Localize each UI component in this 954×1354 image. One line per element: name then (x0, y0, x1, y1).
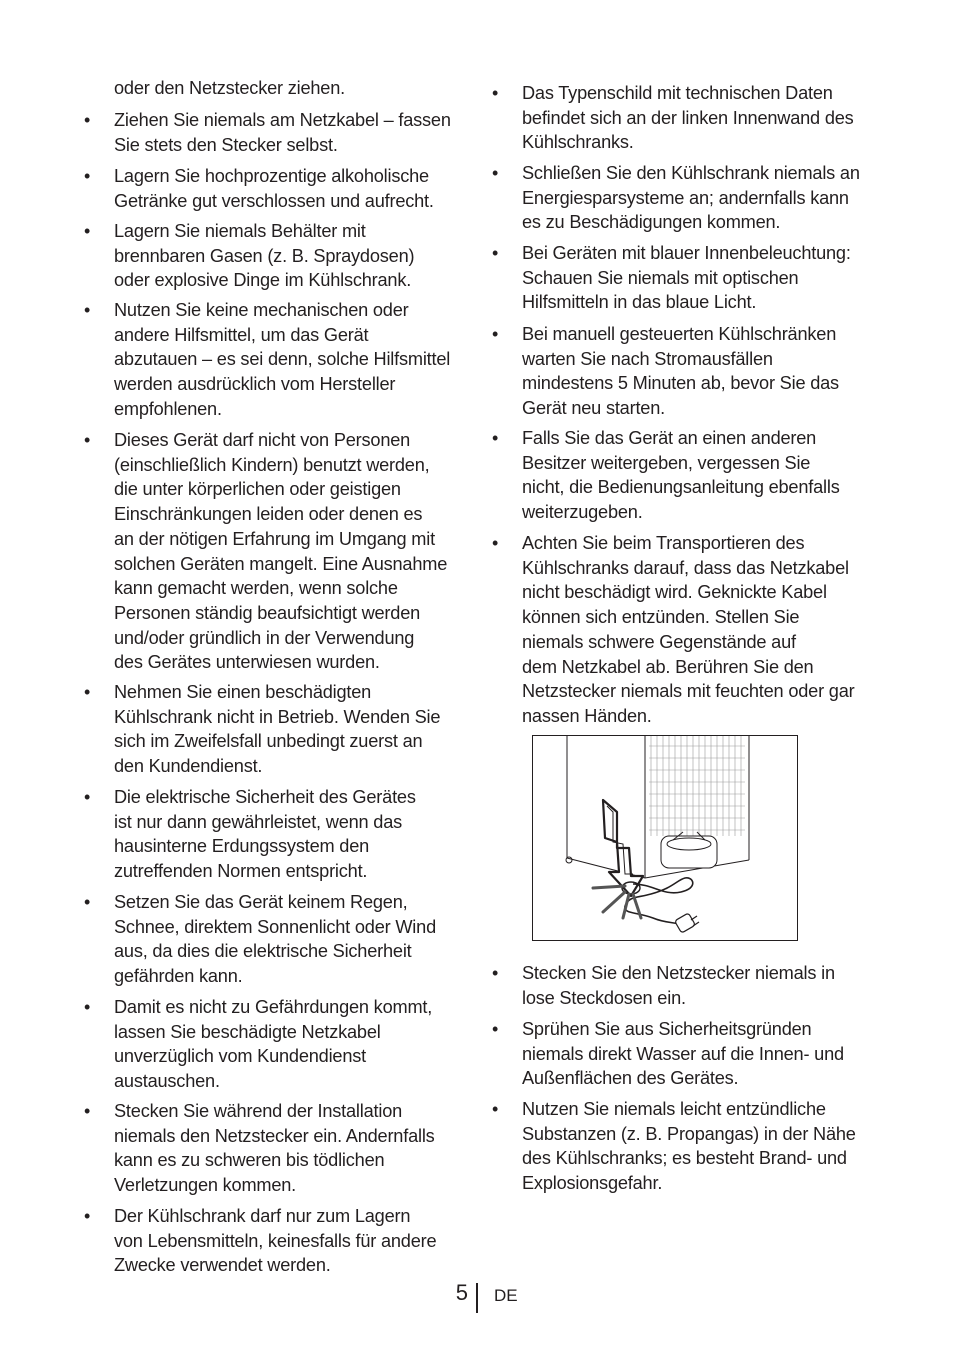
text-line: hausinterne Erdungssystem den (114, 836, 370, 857)
bullet-text (114, 108, 466, 157)
text-line: Getränke gut verschlossen und aufrecht. (114, 190, 434, 211)
page-number: 5 (455, 1280, 468, 1305)
bullet-marker: • (492, 163, 499, 183)
text-line: Netzstecker niemals mit feuchten oder gar (522, 681, 855, 702)
text-line: Außenflächen des Gerätes. (522, 1068, 739, 1089)
power-plug-icon (675, 913, 699, 933)
text-line: brennbaren Gasen (z. B. Spraydosen) (114, 245, 415, 266)
text-line: Kühlschranks darauf, dass das Netzkabel (522, 557, 849, 578)
bullet-marker: • (492, 428, 499, 448)
text-line: Substanzen (z. B. Propangas) in der Nähe (522, 1123, 856, 1144)
text-line: lassen Sie beschädigte Netzkabel (114, 1021, 381, 1042)
text-line: befindet sich an der linken Innenwand des (522, 107, 854, 128)
text-line: Besitzer weitergeben, vergessen Sie (522, 452, 811, 473)
bullet-text (114, 1204, 466, 1278)
text-line: solchen Geräten mangelt. Eine Ausnahme (114, 553, 448, 574)
text-line: Nutzen Sie keine mechanischen oder (114, 300, 409, 320)
text-line: nassen Händen. (522, 705, 652, 726)
bullet-marker: • (84, 997, 91, 1017)
text-line: Explosionsgefahr. (522, 1173, 663, 1194)
text-line: abzutauen – es sei denn, solche Hilfsmittel (114, 349, 451, 370)
bullet-marker: • (492, 324, 499, 344)
text-line: lose Steckdosen ein. (522, 987, 686, 1008)
text-line: an der nötigen Erfahrung im Umgang mit (114, 528, 435, 549)
text-line: unverzüglich vom Kundendienst (114, 1046, 367, 1067)
text-line: Kühlschranks. (522, 132, 634, 153)
bullet-marker: • (492, 83, 499, 103)
text-line: oder explosive Dinge im Kühlschrank. (114, 270, 412, 291)
text-line: Schließen Sie den Kühlschrank niemals an (522, 163, 860, 183)
text-line: gefährden kann. (114, 966, 243, 987)
text-line: (einschließlich Kindern) benutzt werden, (114, 454, 430, 475)
text-line: die unter körperlichen oder geistigen (114, 479, 401, 500)
text-line: des Gerätes unterwiesen wurden. (114, 652, 380, 673)
fridge-cable-drawing (533, 736, 796, 939)
text-line: andere Hilfsmittel, um das Gerät (114, 324, 369, 345)
compressor (661, 832, 717, 868)
text-line: können sich entzünden. Stellen Sie (522, 607, 800, 628)
bullet-text (522, 1097, 884, 1196)
bullet-marker: • (84, 892, 91, 912)
bullet-text (522, 426, 884, 525)
bullet-marker: • (84, 787, 91, 807)
text-line: und/oder gründlich in der Verwendung (114, 627, 415, 648)
text-line: ist nur dann gewährleistet, wenn das (114, 811, 403, 832)
bullet-marker: • (84, 682, 91, 702)
bullet-text (114, 995, 466, 1094)
bullet-text (114, 164, 466, 213)
text-line: Achten Sie beim Transportieren des (522, 533, 805, 553)
text-line: Der Kühlschrank darf nur zum Lagern (114, 1206, 411, 1226)
text-line: kann es zu schweren bis tödlichen (114, 1150, 385, 1171)
text-line: von Lebensmitteln, keinesfalls für andere (114, 1230, 437, 1251)
text-line: Bei Geräten mit blauer Innenbeleuchtung: (522, 243, 851, 263)
power-cable-warning-illustration (532, 735, 798, 941)
text-line: Setzen Sie das Gerät keinem Regen, (114, 892, 408, 912)
text-line: Damit es nicht zu Gefährdungen kommt, (114, 997, 433, 1017)
bullet-text (114, 890, 466, 989)
text-line: empfohlenen. (114, 398, 222, 419)
bullet-text (114, 680, 466, 779)
bullet-text (522, 1017, 884, 1091)
text-line: dem Netzkabel ab. Berühren Sie den (522, 656, 814, 677)
text-line: Verletzungen kommen. (114, 1175, 297, 1196)
text-line: Lagern Sie niemals Behälter mit (114, 221, 366, 241)
bullet-text (522, 161, 884, 235)
text-line: Bei manuell gesteuerten Kühlschränken (522, 324, 837, 344)
bullet-text (114, 1099, 466, 1198)
text-line: mindestens 5 Minuten ab, bevor Sie das (522, 373, 839, 394)
language-code: DE (494, 1286, 518, 1305)
bullet-text (522, 322, 884, 421)
text-line: Energiesparsysteme an; andernfalls kann (522, 187, 849, 208)
bullet-text (114, 219, 466, 293)
text-line: Falls Sie das Gerät an einen anderen (522, 428, 817, 448)
bullet-text (522, 81, 884, 155)
text-line: zutreffenden Normen entspricht. (114, 861, 368, 882)
text-line: Stecken Sie den Netzstecker niemals in (522, 963, 835, 983)
text-line: weiterzugeben. (522, 502, 643, 523)
text-line: Einschränkungen leiden oder denen es (114, 504, 423, 525)
text-line: es zu Beschädigungen kommen. (522, 212, 781, 233)
text-line: niemals direkt Wasser auf die Innen- und (522, 1043, 844, 1064)
text-line: Die elektrische Sicherheit des Gerätes (114, 787, 416, 807)
text-line: Nehmen Sie einen beschädigten (114, 682, 372, 702)
bullet-text (114, 428, 466, 675)
text-line: Sprühen Sie aus Sicherheitsgründen (522, 1019, 812, 1039)
text-line: Sie stets den Stecker selbst. (114, 134, 338, 155)
footer-divider (476, 1283, 478, 1313)
text-line: austauschen. (114, 1071, 220, 1092)
bullet-marker: • (492, 533, 499, 553)
bullet-marker: • (84, 430, 91, 450)
bullet-text (114, 785, 466, 884)
bullet-marker: • (492, 1019, 499, 1039)
text-line: des Kühlschranks; es besteht Brand- und (522, 1148, 847, 1169)
fridge-foot (566, 857, 572, 863)
bullet-marker: • (492, 243, 499, 263)
bullet-marker: • (492, 963, 499, 983)
bullet-text (522, 241, 884, 315)
text-line: sich im Zweifelsfall unbedingt zuerst an (114, 731, 423, 752)
text-line: Ziehen Sie niemals am Netzkabel – fassen (114, 110, 451, 130)
text-line: niemals schwere Gegenstände auf (522, 631, 796, 652)
condenser-coil (649, 736, 745, 836)
bullet-text (114, 298, 466, 422)
text-line: Zwecke verwendet werden. (114, 1255, 331, 1276)
text-line: Schauen Sie niemals mit optischen (522, 267, 799, 288)
continuation-text: oder den Netzstecker ziehen. (114, 78, 345, 98)
text-line: Dieses Gerät darf nicht von Personen (114, 430, 411, 450)
text-line: warten Sie nach Stromausfällen (522, 348, 773, 369)
text-line: Lagern Sie hochprozentige alkoholische (114, 166, 429, 186)
text-line: Personen ständig beaufsichtigt werden (114, 602, 421, 623)
bullet-marker: • (84, 166, 91, 186)
text-line: Hilfsmitteln in das blaue Licht. (522, 292, 757, 313)
text-line: Gerät neu starten. (522, 398, 665, 419)
text-line: niemals den Netzstecker ein. Andernfalls (114, 1125, 435, 1146)
text-line: nicht beschädigt wird. Geknickte Kabel (522, 582, 827, 603)
bullet-text (522, 531, 884, 729)
text-line: werden ausdrücklich vom Hersteller (114, 374, 396, 395)
bullet-marker: • (84, 1206, 91, 1226)
text-line: Kühlschrank nicht in Betrieb. Wenden Sie (114, 706, 441, 727)
text-line: nicht, die Bedienungsanleitung ebenfalls (522, 477, 840, 498)
bullet-marker: • (84, 300, 91, 320)
bullet-marker: • (84, 110, 91, 130)
text-line: kann gemacht werden, wenn solche (114, 578, 398, 599)
bullet-marker: • (492, 1099, 499, 1119)
text-line: Stecken Sie während der Installation (114, 1101, 403, 1121)
text-line: den Kundendienst. (114, 756, 263, 777)
text-line: Nutzen Sie niemals leicht entzündliche (522, 1099, 826, 1119)
text-line: Schnee, direktem Sonnenlicht oder Wind (114, 916, 436, 937)
bullet-marker: • (84, 221, 91, 241)
text-line: Das Typenschild mit technischen Daten (522, 83, 833, 103)
text-line: aus, da dies die elektrische Sicherheit (114, 941, 412, 962)
bullet-text (522, 961, 884, 1010)
bullet-marker: • (84, 1101, 91, 1121)
